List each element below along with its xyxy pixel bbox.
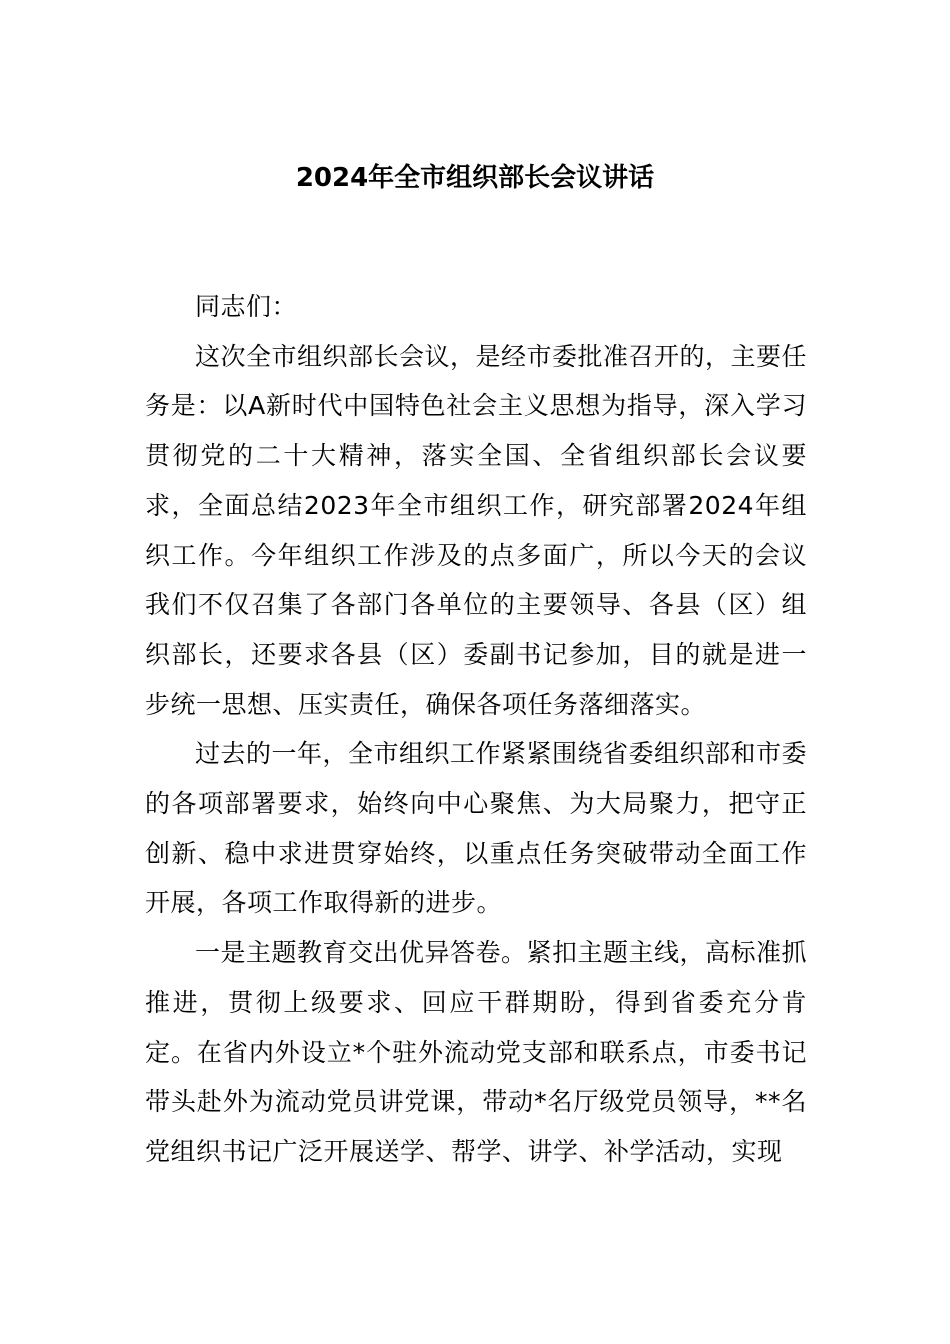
document-body bbox=[145, 282, 807, 1177]
document-title: 2024年全市组织部长会议讲话 bbox=[295, 163, 655, 193]
body-paragraph-intro: 这次全市组织部长会议，是经市委批准召开的，主要任务是：以A新时代中国特色社会主义思想为指导，深入学习贯彻党的二十大精神，落实全国、全省组织部长会议要求，全面总结2023年全市组织工作，研究部署2024年组织工作。今年组织工作涉及的点多面广，所以今天的会议我们不仅召集了各部门各单位的主要领导、各县（区）组织部长，还要求各县（区）委副书记参加，目的就是进一步统一思想、压实责任，确保各项任务落细落实。 bbox=[145, 341, 808, 719]
body-paragraph-point-one: 一是主题教育交出优异答卷。紧扣主题主线，高标准抓推进，贯彻上级要求、回应干群期盼，得到省委充分肯定。在省内外设立*个驻外流动党支部和联系点，市委书记带头赴外为流动党员讲党课，带动*名厅级党员领导，**名党组织书记广泛开展送学、帮学、讲学、补学活动，实现 bbox=[145, 938, 808, 1166]
salutation-paragraph: 同志们： bbox=[195, 292, 298, 321]
body-paragraph-review: 过去的一年，全市组织工作紧紧围绕省委组织部和市委的各项部署要求，始终向中心聚焦、为大局聚力，把守正创新、稳中求进贯穿始终，以重点任务突破带动全面工作开展，各项工作取得新的进步。 bbox=[145, 739, 808, 918]
